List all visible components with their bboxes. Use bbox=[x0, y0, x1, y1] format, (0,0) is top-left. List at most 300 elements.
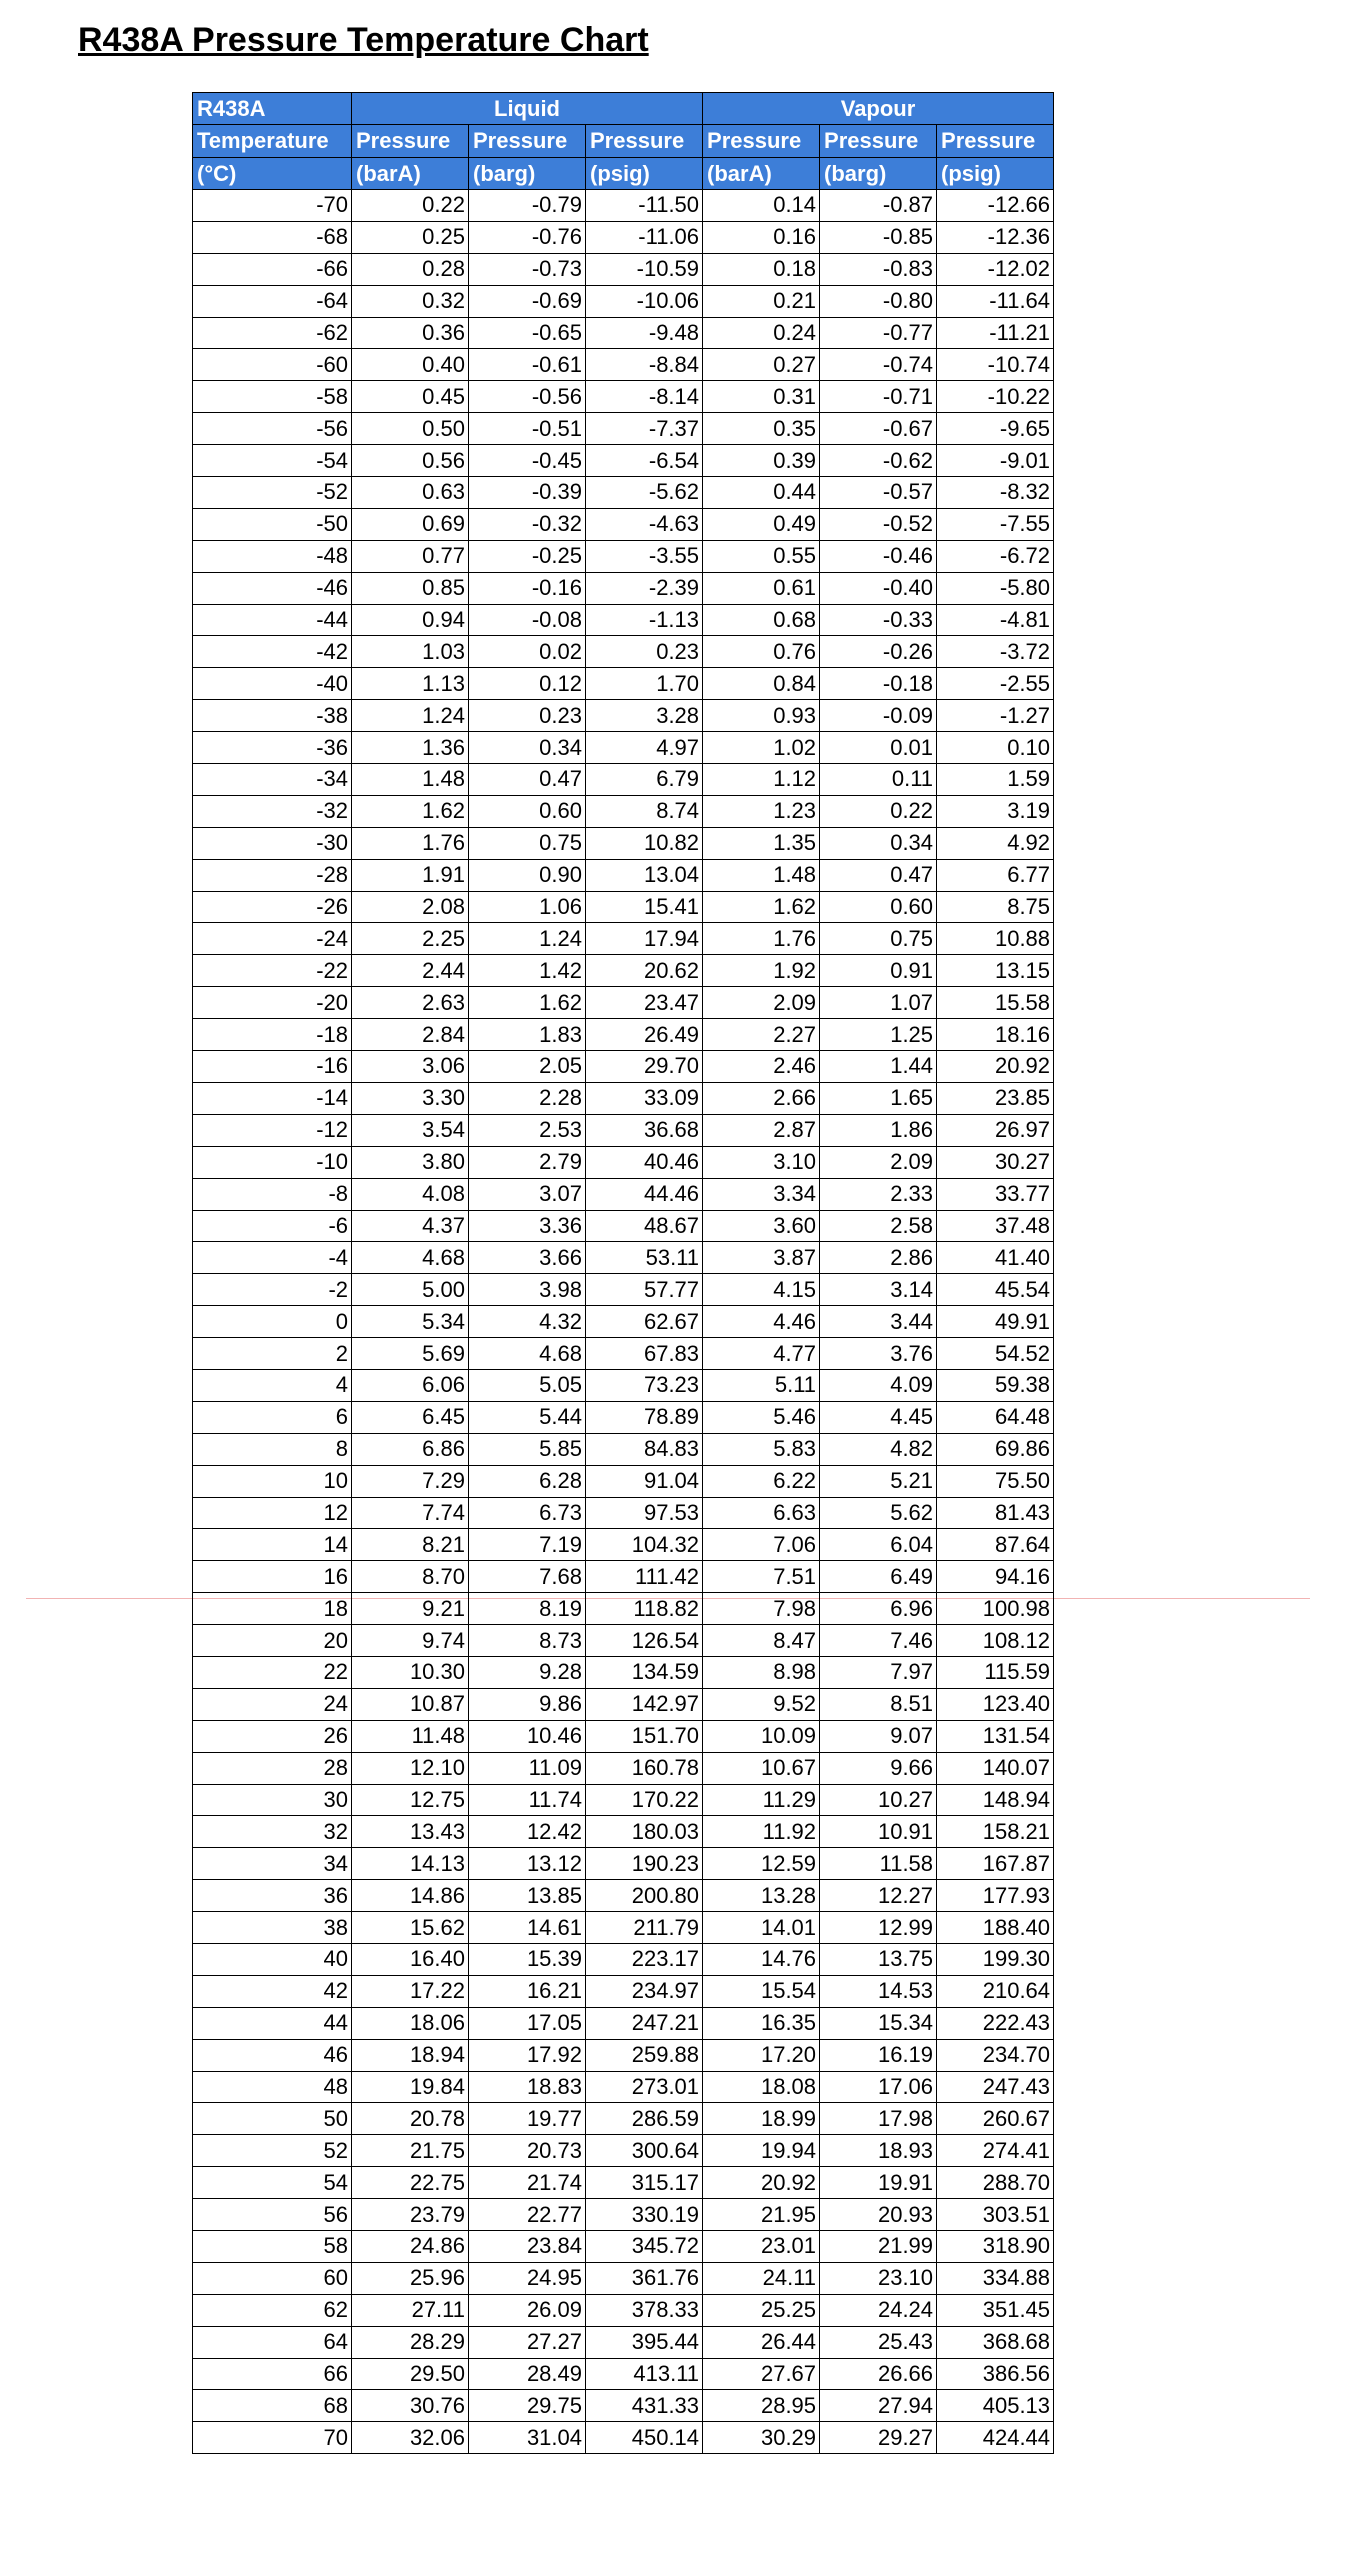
liquid-pressure-bara-cell: 18.06 bbox=[352, 2007, 469, 2039]
temperature-cell: -20 bbox=[193, 987, 352, 1019]
liquid-pressure-barg-cell: 18.83 bbox=[469, 2071, 586, 2103]
liquid-pressure-bara-cell: 2.44 bbox=[352, 955, 469, 987]
liquid-pressure-bara-cell: 0.40 bbox=[352, 349, 469, 381]
liquid-pressure-psig-cell: -10.59 bbox=[586, 253, 703, 285]
liquid-pressure-barg-cell: -0.69 bbox=[469, 285, 586, 317]
liquid-pressure-psig-cell: 57.77 bbox=[586, 1274, 703, 1306]
temperature-cell: -2 bbox=[193, 1274, 352, 1306]
temperature-cell: 34 bbox=[193, 1848, 352, 1880]
liquid-pressure-psig-cell: 78.89 bbox=[586, 1401, 703, 1433]
vapour-pressure-bara-cell: 7.51 bbox=[703, 1561, 820, 1593]
vapour-pressure-barg-cell: 4.45 bbox=[820, 1401, 937, 1433]
table-row bbox=[193, 1784, 1054, 1816]
liquid-pressure-barg-cell: -0.32 bbox=[469, 508, 586, 540]
liquid-pressure-psig-cell: 23.47 bbox=[586, 987, 703, 1019]
liquid-pressure-psig-cell: -1.13 bbox=[586, 604, 703, 636]
vapour-pressure-bara-cell: 0.93 bbox=[703, 700, 820, 732]
vapour-pressure-barg-cell: 6.04 bbox=[820, 1529, 937, 1561]
table-row bbox=[193, 572, 1054, 604]
liquid-pressure-barg-cell: 17.05 bbox=[469, 2007, 586, 2039]
table-row bbox=[193, 795, 1054, 827]
liquid-pressure-barg-cell: -0.61 bbox=[469, 349, 586, 381]
vapour-pressure-psig-cell: -3.72 bbox=[937, 636, 1054, 668]
liquid-pressure-bara-cell: 1.24 bbox=[352, 700, 469, 732]
liquid-pressure-barg-cell: -0.39 bbox=[469, 477, 586, 509]
liquid-pressure-psig-cell: 91.04 bbox=[586, 1465, 703, 1497]
vapour-pressure-barg-cell: 2.33 bbox=[820, 1178, 937, 1210]
vapour-pressure-bara-cell: 24.11 bbox=[703, 2262, 820, 2294]
liquid-pressure-psig-cell: 44.46 bbox=[586, 1178, 703, 1210]
liquid-pressure-bara-cell: 2.84 bbox=[352, 1019, 469, 1051]
vapour-pressure-barg-cell: 5.62 bbox=[820, 1497, 937, 1529]
vapour-pressure-barg-cell: -0.71 bbox=[820, 381, 937, 413]
liquid-pressure-psig-cell: -11.50 bbox=[586, 190, 703, 222]
liquid-pressure-bara-cell: 16.40 bbox=[352, 1943, 469, 1975]
vapour-pressure-bara-cell: 11.29 bbox=[703, 1784, 820, 1816]
vapour-pressure-bara-cell: 10.09 bbox=[703, 1720, 820, 1752]
vapour-pressure-psig-cell: -9.01 bbox=[937, 445, 1054, 477]
liquid-pressure-barg-cell: 6.73 bbox=[469, 1497, 586, 1529]
liquid-pressure-bara-cell: 1.76 bbox=[352, 827, 469, 859]
liquid-pressure-psig-cell: 413.11 bbox=[586, 2358, 703, 2390]
table-row bbox=[193, 2390, 1054, 2422]
vapour-pressure-bara-cell: 5.11 bbox=[703, 1369, 820, 1401]
temperature-cell: 36 bbox=[193, 1880, 352, 1912]
liquid-pressure-barg-cell: 0.75 bbox=[469, 827, 586, 859]
table-row bbox=[193, 1497, 1054, 1529]
vapour-pressure-psig-cell: 100.98 bbox=[937, 1593, 1054, 1625]
vapour-pressure-barg-cell: 0.11 bbox=[820, 764, 937, 796]
liquid-pressure-bara-cell: 29.50 bbox=[352, 2358, 469, 2390]
temperature-cell: -8 bbox=[193, 1178, 352, 1210]
vapour-pressure-psig-cell: 8.75 bbox=[937, 891, 1054, 923]
table-row bbox=[193, 1274, 1054, 1306]
temperature-cell: -58 bbox=[193, 381, 352, 413]
liquid-pressure-psig-cell: 300.64 bbox=[586, 2135, 703, 2167]
liquid-pressure-barg-cell: 5.85 bbox=[469, 1433, 586, 1465]
vapour-pressure-psig-cell: 37.48 bbox=[937, 1210, 1054, 1242]
vapour-pressure-psig-cell: 13.15 bbox=[937, 955, 1054, 987]
liquid-pressure-barg-cell: 0.34 bbox=[469, 732, 586, 764]
vapour-pressure-bara-cell: 0.44 bbox=[703, 477, 820, 509]
liquid-pressure-bara-cell: 1.36 bbox=[352, 732, 469, 764]
liquid-pressure-barg-cell: 16.21 bbox=[469, 1975, 586, 2007]
liquid-pressure-barg-cell: 28.49 bbox=[469, 2358, 586, 2390]
vapour-pressure-barg-cell: 2.09 bbox=[820, 1146, 937, 1178]
liquid-pressure-bara-cell: 4.08 bbox=[352, 1178, 469, 1210]
vapour-pressure-bara-cell: 28.95 bbox=[703, 2390, 820, 2422]
table-row bbox=[193, 668, 1054, 700]
temperature-cell: 22 bbox=[193, 1656, 352, 1688]
liquid-pressure-psig-cell: 234.97 bbox=[586, 1975, 703, 2007]
vapour-pressure-psig-cell: -11.64 bbox=[937, 285, 1054, 317]
liquid-pressure-barg-cell: 1.06 bbox=[469, 891, 586, 923]
liquid-pressure-barg-cell: 26.09 bbox=[469, 2294, 586, 2326]
liquid-pressure-barg-cell: 20.73 bbox=[469, 2135, 586, 2167]
table-row bbox=[193, 636, 1054, 668]
table-row bbox=[193, 1242, 1054, 1274]
vapour-pressure-psig-cell: 260.67 bbox=[937, 2103, 1054, 2135]
liquid-pressure-psig-cell: 273.01 bbox=[586, 2071, 703, 2103]
temperature-cell: 10 bbox=[193, 1465, 352, 1497]
vapour-pressure-bara-cell: 17.20 bbox=[703, 2039, 820, 2071]
liquid-pressure-barg-cell: 21.74 bbox=[469, 2167, 586, 2199]
table-row bbox=[193, 1114, 1054, 1146]
vapour-pressure-bara-cell: 2.66 bbox=[703, 1082, 820, 1114]
vapour-pressure-bara-cell: 1.02 bbox=[703, 732, 820, 764]
liquid-pressure-barg-cell: 2.05 bbox=[469, 1051, 586, 1083]
vapour-pressure-barg-cell: -0.80 bbox=[820, 285, 937, 317]
vapour-pressure-bara-cell: 8.98 bbox=[703, 1656, 820, 1688]
liquid-pressure-barg-cell: 0.47 bbox=[469, 764, 586, 796]
liquid-pressure-psig-cell: 26.49 bbox=[586, 1019, 703, 1051]
vapour-pressure-psig-cell: 15.58 bbox=[937, 987, 1054, 1019]
liquid-pressure-psig-cell: 20.62 bbox=[586, 955, 703, 987]
vapour-pressure-bara-cell: 0.16 bbox=[703, 221, 820, 253]
vapour-pressure-barg-cell: 3.44 bbox=[820, 1306, 937, 1338]
table-row bbox=[193, 190, 1054, 222]
vapour-pressure-bara-cell: 18.99 bbox=[703, 2103, 820, 2135]
liquid-pressure-psig-cell: 180.03 bbox=[586, 1816, 703, 1848]
temperature-cell: -6 bbox=[193, 1210, 352, 1242]
vapour-pressure-psig-cell: 64.48 bbox=[937, 1401, 1054, 1433]
vapour-pressure-psig-cell: -12.36 bbox=[937, 221, 1054, 253]
temperature-cell: -12 bbox=[193, 1114, 352, 1146]
table-row bbox=[193, 987, 1054, 1019]
temperature-cell: -46 bbox=[193, 572, 352, 604]
vapour-pressure-barg-cell: 1.25 bbox=[820, 1019, 937, 1051]
vapour-pressure-barg-cell: -0.40 bbox=[820, 572, 937, 604]
temperature-cell: -26 bbox=[193, 891, 352, 923]
header-liquid-unit-psig: (psig) bbox=[586, 158, 703, 190]
vapour-pressure-bara-cell: 0.31 bbox=[703, 381, 820, 413]
table-row bbox=[193, 1210, 1054, 1242]
liquid-pressure-psig-cell: -8.84 bbox=[586, 349, 703, 381]
vapour-pressure-psig-cell: -6.72 bbox=[937, 540, 1054, 572]
vapour-pressure-bara-cell: 6.63 bbox=[703, 1497, 820, 1529]
temperature-cell: -18 bbox=[193, 1019, 352, 1051]
liquid-pressure-bara-cell: 12.10 bbox=[352, 1752, 469, 1784]
table-row bbox=[193, 1465, 1054, 1497]
liquid-pressure-psig-cell: 450.14 bbox=[586, 2422, 703, 2454]
vapour-pressure-psig-cell: -8.32 bbox=[937, 477, 1054, 509]
vapour-pressure-bara-cell: 13.28 bbox=[703, 1880, 820, 1912]
table-row bbox=[193, 285, 1054, 317]
liquid-pressure-psig-cell: 0.23 bbox=[586, 636, 703, 668]
vapour-pressure-psig-cell: 4.92 bbox=[937, 827, 1054, 859]
liquid-pressure-bara-cell: 3.06 bbox=[352, 1051, 469, 1083]
header-liquid-pressure-bara: Pressure bbox=[352, 125, 469, 158]
vapour-pressure-barg-cell: 0.34 bbox=[820, 827, 937, 859]
table-row bbox=[193, 540, 1054, 572]
liquid-pressure-barg-cell: 12.42 bbox=[469, 1816, 586, 1848]
vapour-pressure-bara-cell: 4.15 bbox=[703, 1274, 820, 1306]
liquid-pressure-psig-cell: 247.21 bbox=[586, 2007, 703, 2039]
header-vapour-pressure-barg: Pressure bbox=[820, 125, 937, 158]
liquid-pressure-bara-cell: 7.29 bbox=[352, 1465, 469, 1497]
liquid-pressure-psig-cell: 15.41 bbox=[586, 891, 703, 923]
vapour-pressure-psig-cell: 303.51 bbox=[937, 2199, 1054, 2231]
table-row bbox=[193, 349, 1054, 381]
temperature-cell: 8 bbox=[193, 1433, 352, 1465]
vapour-pressure-bara-cell: 25.25 bbox=[703, 2294, 820, 2326]
vapour-pressure-psig-cell: 148.94 bbox=[937, 1784, 1054, 1816]
liquid-pressure-barg-cell: 10.46 bbox=[469, 1720, 586, 1752]
vapour-pressure-barg-cell: 29.27 bbox=[820, 2422, 937, 2454]
header-unit-row bbox=[193, 158, 1054, 190]
table-row bbox=[193, 1433, 1054, 1465]
liquid-pressure-bara-cell: 1.13 bbox=[352, 668, 469, 700]
vapour-pressure-barg-cell: 10.27 bbox=[820, 1784, 937, 1816]
vapour-pressure-psig-cell: 123.40 bbox=[937, 1688, 1054, 1720]
table-row bbox=[193, 1656, 1054, 1688]
vapour-pressure-psig-cell: 1.59 bbox=[937, 764, 1054, 796]
liquid-pressure-bara-cell: 0.69 bbox=[352, 508, 469, 540]
vapour-pressure-bara-cell: 1.76 bbox=[703, 923, 820, 955]
liquid-pressure-psig-cell: 67.83 bbox=[586, 1338, 703, 1370]
vapour-pressure-bara-cell: 4.77 bbox=[703, 1338, 820, 1370]
vapour-pressure-psig-cell: 115.59 bbox=[937, 1656, 1054, 1688]
vapour-pressure-barg-cell: -0.74 bbox=[820, 349, 937, 381]
vapour-pressure-bara-cell: 0.18 bbox=[703, 253, 820, 285]
liquid-pressure-psig-cell: 378.33 bbox=[586, 2294, 703, 2326]
liquid-pressure-psig-cell: -6.54 bbox=[586, 445, 703, 477]
vapour-pressure-bara-cell: 0.35 bbox=[703, 413, 820, 445]
liquid-pressure-bara-cell: 0.25 bbox=[352, 221, 469, 253]
temperature-cell: -14 bbox=[193, 1082, 352, 1114]
vapour-pressure-psig-cell: 108.12 bbox=[937, 1625, 1054, 1657]
vapour-pressure-psig-cell: 351.45 bbox=[937, 2294, 1054, 2326]
header-vapour-pressure-bara: Pressure bbox=[703, 125, 820, 158]
vapour-pressure-psig-cell: 222.43 bbox=[937, 2007, 1054, 2039]
liquid-pressure-psig-cell: 190.23 bbox=[586, 1848, 703, 1880]
liquid-pressure-barg-cell: 0.90 bbox=[469, 859, 586, 891]
liquid-pressure-bara-cell: 24.86 bbox=[352, 2231, 469, 2263]
liquid-pressure-barg-cell: 5.05 bbox=[469, 1369, 586, 1401]
liquid-pressure-bara-cell: 1.91 bbox=[352, 859, 469, 891]
vapour-pressure-psig-cell: 386.56 bbox=[937, 2358, 1054, 2390]
vapour-pressure-barg-cell: 7.46 bbox=[820, 1625, 937, 1657]
vapour-pressure-psig-cell: -5.80 bbox=[937, 572, 1054, 604]
table-row bbox=[193, 2007, 1054, 2039]
temperature-cell: 38 bbox=[193, 1912, 352, 1944]
liquid-pressure-psig-cell: 53.11 bbox=[586, 1242, 703, 1274]
vapour-pressure-bara-cell: 0.49 bbox=[703, 508, 820, 540]
header-label-row bbox=[193, 125, 1054, 158]
vapour-pressure-psig-cell: 3.19 bbox=[937, 795, 1054, 827]
table-row bbox=[193, 923, 1054, 955]
temperature-cell: 60 bbox=[193, 2262, 352, 2294]
temperature-cell: -32 bbox=[193, 795, 352, 827]
vapour-pressure-psig-cell: 10.88 bbox=[937, 923, 1054, 955]
temperature-cell: 50 bbox=[193, 2103, 352, 2135]
header-liquid: Liquid bbox=[352, 93, 703, 125]
vapour-pressure-psig-cell: 30.27 bbox=[937, 1146, 1054, 1178]
vapour-pressure-barg-cell: -0.85 bbox=[820, 221, 937, 253]
table-row bbox=[193, 477, 1054, 509]
liquid-pressure-psig-cell: 286.59 bbox=[586, 2103, 703, 2135]
liquid-pressure-barg-cell: 7.19 bbox=[469, 1529, 586, 1561]
liquid-pressure-psig-cell: 48.67 bbox=[586, 1210, 703, 1242]
vapour-pressure-psig-cell: 54.52 bbox=[937, 1338, 1054, 1370]
liquid-pressure-psig-cell: 395.44 bbox=[586, 2326, 703, 2358]
header-temperature-unit: (°C) bbox=[193, 158, 352, 190]
vapour-pressure-barg-cell: 0.01 bbox=[820, 732, 937, 764]
table-row bbox=[193, 2326, 1054, 2358]
table-row bbox=[193, 1306, 1054, 1338]
liquid-pressure-bara-cell: 4.68 bbox=[352, 1242, 469, 1274]
header-vapour-unit-psig: (psig) bbox=[937, 158, 1054, 190]
vapour-pressure-psig-cell: 158.21 bbox=[937, 1816, 1054, 1848]
table-row bbox=[193, 764, 1054, 796]
vapour-pressure-psig-cell: 33.77 bbox=[937, 1178, 1054, 1210]
table-row bbox=[193, 955, 1054, 987]
liquid-pressure-psig-cell: 315.17 bbox=[586, 2167, 703, 2199]
liquid-pressure-barg-cell: 1.62 bbox=[469, 987, 586, 1019]
liquid-pressure-barg-cell: 0.02 bbox=[469, 636, 586, 668]
temperature-cell: 54 bbox=[193, 2167, 352, 2199]
table-row bbox=[193, 2294, 1054, 2326]
vapour-pressure-barg-cell: 0.91 bbox=[820, 955, 937, 987]
liquid-pressure-bara-cell: 5.00 bbox=[352, 1274, 469, 1306]
liquid-pressure-psig-cell: 361.76 bbox=[586, 2262, 703, 2294]
vapour-pressure-bara-cell: 0.68 bbox=[703, 604, 820, 636]
vapour-pressure-psig-cell: 26.97 bbox=[937, 1114, 1054, 1146]
liquid-pressure-bara-cell: 12.75 bbox=[352, 1784, 469, 1816]
vapour-pressure-barg-cell: -0.52 bbox=[820, 508, 937, 540]
vapour-pressure-bara-cell: 23.01 bbox=[703, 2231, 820, 2263]
liquid-pressure-psig-cell: -10.06 bbox=[586, 285, 703, 317]
table-row bbox=[193, 2231, 1054, 2263]
liquid-pressure-bara-cell: 8.70 bbox=[352, 1561, 469, 1593]
table-row bbox=[193, 1401, 1054, 1433]
liquid-pressure-bara-cell: 8.21 bbox=[352, 1529, 469, 1561]
vapour-pressure-barg-cell: -0.57 bbox=[820, 477, 937, 509]
vapour-pressure-bara-cell: 0.84 bbox=[703, 668, 820, 700]
vapour-pressure-bara-cell: 2.87 bbox=[703, 1114, 820, 1146]
vapour-pressure-barg-cell: 2.58 bbox=[820, 1210, 937, 1242]
liquid-pressure-psig-cell: 10.82 bbox=[586, 827, 703, 859]
liquid-pressure-psig-cell: 126.54 bbox=[586, 1625, 703, 1657]
table-row bbox=[193, 1943, 1054, 1975]
table-row bbox=[193, 2262, 1054, 2294]
header-liquid-unit-barg: (barg) bbox=[469, 158, 586, 190]
vapour-pressure-bara-cell: 5.46 bbox=[703, 1401, 820, 1433]
vapour-pressure-bara-cell: 0.21 bbox=[703, 285, 820, 317]
vapour-pressure-barg-cell: 2.86 bbox=[820, 1242, 937, 1274]
liquid-pressure-bara-cell: 0.85 bbox=[352, 572, 469, 604]
vapour-pressure-barg-cell: -0.77 bbox=[820, 317, 937, 349]
temperature-cell: 42 bbox=[193, 1975, 352, 2007]
table-row bbox=[193, 1593, 1054, 1625]
liquid-pressure-psig-cell: 118.82 bbox=[586, 1593, 703, 1625]
vapour-pressure-bara-cell: 0.39 bbox=[703, 445, 820, 477]
vapour-pressure-barg-cell: 4.09 bbox=[820, 1369, 937, 1401]
liquid-pressure-psig-cell: 142.97 bbox=[586, 1688, 703, 1720]
table-row bbox=[193, 1752, 1054, 1784]
vapour-pressure-bara-cell: 14.01 bbox=[703, 1912, 820, 1944]
liquid-pressure-barg-cell: 17.92 bbox=[469, 2039, 586, 2071]
vapour-pressure-psig-cell: 69.86 bbox=[937, 1433, 1054, 1465]
liquid-pressure-barg-cell: 9.28 bbox=[469, 1656, 586, 1688]
liquid-pressure-barg-cell: 29.75 bbox=[469, 2390, 586, 2422]
vapour-pressure-barg-cell: 23.10 bbox=[820, 2262, 937, 2294]
vapour-pressure-barg-cell: 9.66 bbox=[820, 1752, 937, 1784]
liquid-pressure-psig-cell: 1.70 bbox=[586, 668, 703, 700]
temperature-cell: 40 bbox=[193, 1943, 352, 1975]
temperature-cell: -24 bbox=[193, 923, 352, 955]
liquid-pressure-bara-cell: 9.21 bbox=[352, 1593, 469, 1625]
liquid-pressure-barg-cell: 11.74 bbox=[469, 1784, 586, 1816]
liquid-pressure-barg-cell: 1.42 bbox=[469, 955, 586, 987]
liquid-pressure-psig-cell: 170.22 bbox=[586, 1784, 703, 1816]
vapour-pressure-psig-cell: 94.16 bbox=[937, 1561, 1054, 1593]
liquid-pressure-bara-cell: 1.03 bbox=[352, 636, 469, 668]
vapour-pressure-psig-cell: -1.27 bbox=[937, 700, 1054, 732]
table-row bbox=[193, 1880, 1054, 1912]
vapour-pressure-psig-cell: 188.40 bbox=[937, 1912, 1054, 1944]
vapour-pressure-psig-cell: 210.64 bbox=[937, 1975, 1054, 2007]
liquid-pressure-psig-cell: 6.79 bbox=[586, 764, 703, 796]
liquid-pressure-barg-cell: -0.45 bbox=[469, 445, 586, 477]
vapour-pressure-bara-cell: 2.09 bbox=[703, 987, 820, 1019]
temperature-cell: -54 bbox=[193, 445, 352, 477]
temperature-cell: -68 bbox=[193, 221, 352, 253]
liquid-pressure-barg-cell: 9.86 bbox=[469, 1688, 586, 1720]
liquid-pressure-psig-cell: -4.63 bbox=[586, 508, 703, 540]
vapour-pressure-barg-cell: 0.22 bbox=[820, 795, 937, 827]
liquid-pressure-bara-cell: 15.62 bbox=[352, 1912, 469, 1944]
temperature-cell: 56 bbox=[193, 2199, 352, 2231]
vapour-pressure-bara-cell: 0.14 bbox=[703, 190, 820, 222]
vapour-pressure-bara-cell: 27.67 bbox=[703, 2358, 820, 2390]
temperature-cell: -50 bbox=[193, 508, 352, 540]
liquid-pressure-psig-cell: 104.32 bbox=[586, 1529, 703, 1561]
temperature-cell: 70 bbox=[193, 2422, 352, 2454]
vapour-pressure-psig-cell: 274.41 bbox=[937, 2135, 1054, 2167]
temperature-cell: -22 bbox=[193, 955, 352, 987]
table-row bbox=[193, 2103, 1054, 2135]
vapour-pressure-psig-cell: 18.16 bbox=[937, 1019, 1054, 1051]
vapour-pressure-barg-cell: -0.83 bbox=[820, 253, 937, 285]
liquid-pressure-barg-cell: 1.83 bbox=[469, 1019, 586, 1051]
table-row bbox=[193, 2071, 1054, 2103]
vapour-pressure-psig-cell: 405.13 bbox=[937, 2390, 1054, 2422]
table-row bbox=[193, 827, 1054, 859]
liquid-pressure-barg-cell: -0.16 bbox=[469, 572, 586, 604]
vapour-pressure-bara-cell: 12.59 bbox=[703, 1848, 820, 1880]
vapour-pressure-barg-cell: -0.09 bbox=[820, 700, 937, 732]
temperature-cell: 16 bbox=[193, 1561, 352, 1593]
header-vapour-unit-bara: (barA) bbox=[703, 158, 820, 190]
liquid-pressure-bara-cell: 0.22 bbox=[352, 190, 469, 222]
liquid-pressure-barg-cell: 24.95 bbox=[469, 2262, 586, 2294]
temperature-cell: 2 bbox=[193, 1338, 352, 1370]
liquid-pressure-bara-cell: 10.87 bbox=[352, 1688, 469, 1720]
temperature-cell: 20 bbox=[193, 1625, 352, 1657]
liquid-pressure-barg-cell: 19.77 bbox=[469, 2103, 586, 2135]
liquid-pressure-psig-cell: 4.97 bbox=[586, 732, 703, 764]
header-group-row bbox=[193, 93, 1054, 125]
vapour-pressure-bara-cell: 2.46 bbox=[703, 1051, 820, 1083]
liquid-pressure-barg-cell: 22.77 bbox=[469, 2199, 586, 2231]
liquid-pressure-barg-cell: 6.28 bbox=[469, 1465, 586, 1497]
liquid-pressure-psig-cell: 431.33 bbox=[586, 2390, 703, 2422]
vapour-pressure-bara-cell: 0.24 bbox=[703, 317, 820, 349]
vapour-pressure-bara-cell: 20.92 bbox=[703, 2167, 820, 2199]
temperature-cell: -60 bbox=[193, 349, 352, 381]
vapour-pressure-barg-cell: 11.58 bbox=[820, 1848, 937, 1880]
